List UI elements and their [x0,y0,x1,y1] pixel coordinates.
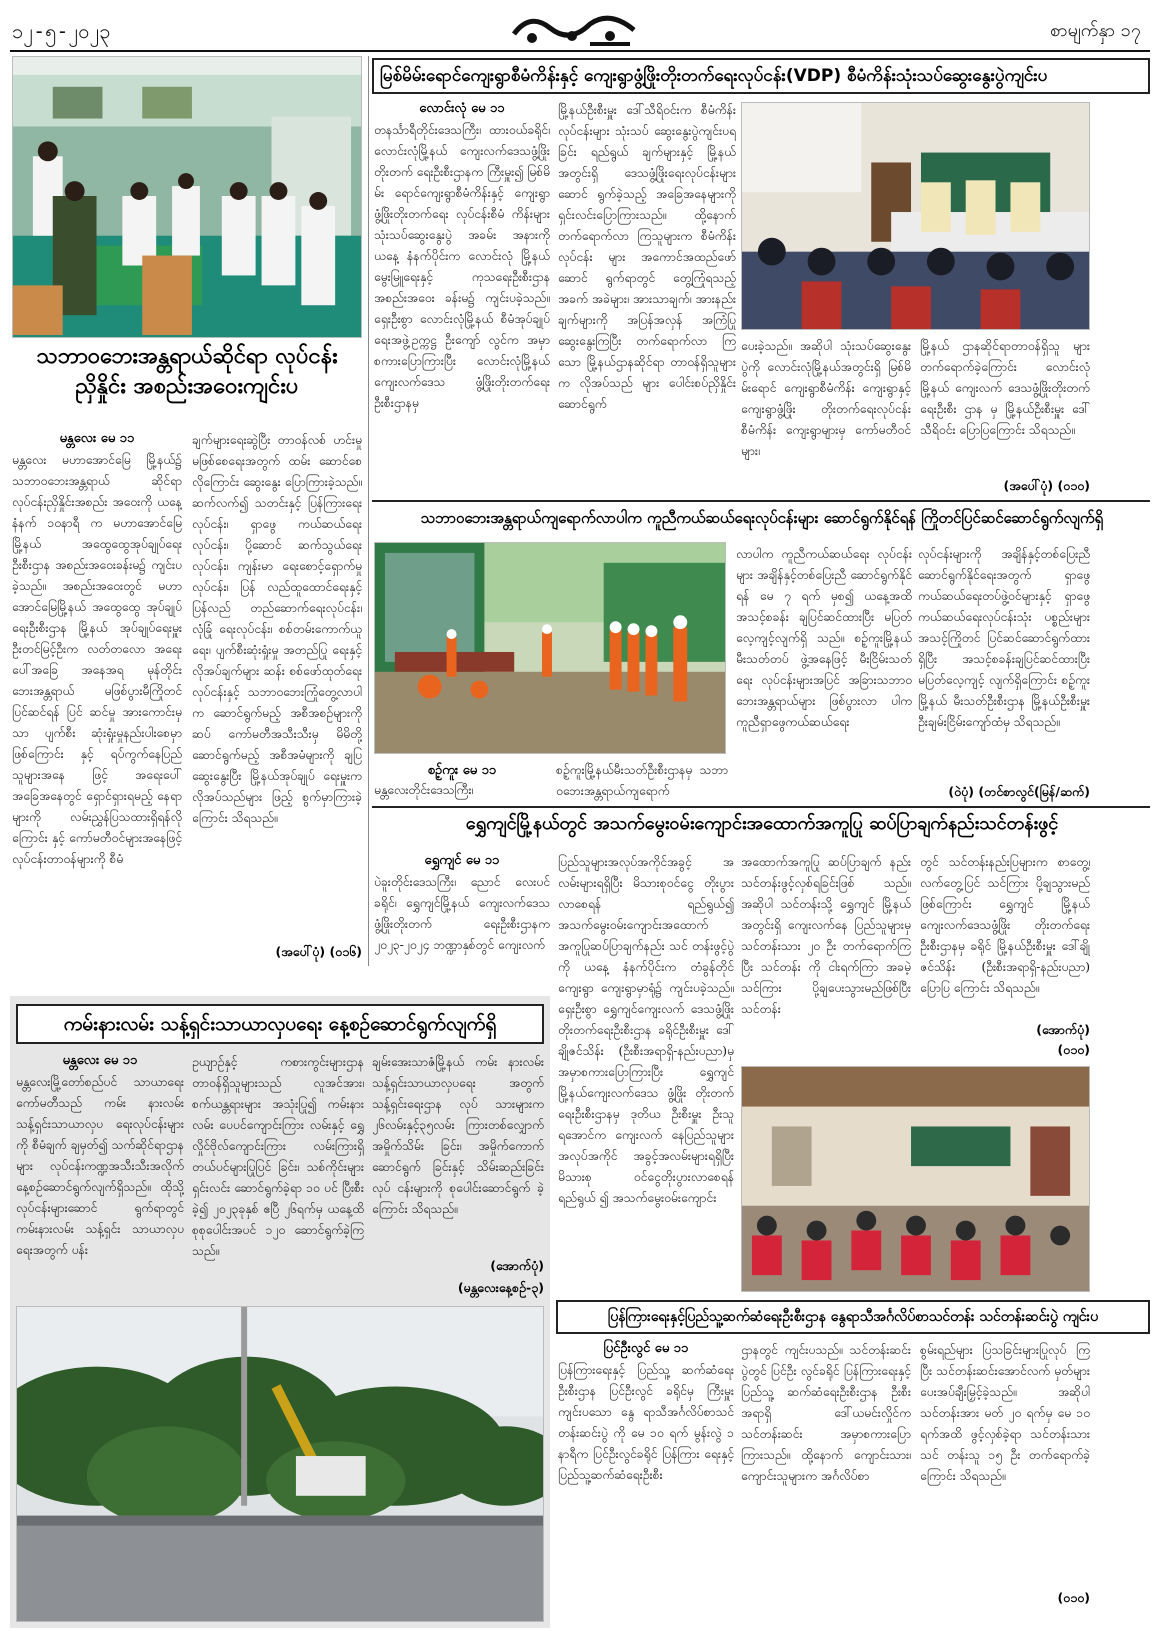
soap-course-col-1: ပဲခူးတိုင်းဒေသကြီး၊ ညောင် လေးပင်ခရိုင်၊ ရွှေကျင်မြို့နယ် ကျေးလက်ဒေသဖွံ့ဖြိုးတိုးတက် ရေးဦးစီးဌာနက ၂၀၂၃-၂၀၂၄ ဘဏ္ဍာနှစ်တွင် ကျေးလက် [374,875,550,952]
strand-road-credit: (မန္တလေးနေ့စဉ်-၃) [457,1280,544,1295]
soap-course-col-2: ပြည်သူများအလုပ်အကိုင်အခွင့် အလမ်းများရရှိပြီး မိသားစုဝင်ငွေ တိုးပွားလာစေရန် ရည်ရွယ်၍ အသက်မွေးဝမ်းကျောင်းအထောက် အကူပြုဆပ်ပြာချက်နည်း သင် တန်းဖွင့်ပွဲကို ယနေ့ နံနက်ပိုင်းက တံခွန်တိုင်ကျေးရွာ ကျေးရွာမှာရုံ၌ ကျင်းပခဲ့သည်။ ရှေးဦးစွာ ရွှေကျင်ကျေးလက် ဒေသဖွံ့ဖြိုးတိုးတက်ရေးဦးစီးဌာန ခရိုင်ဦးစီးမှူး ဒေါ်ချိုဇင်သိန်း (ဦးစီးအရာရှိ-နည်းပညာ)မှ အမှာစကားပြောကြားပြီး ရွှေကျင် မြို့နယ်ကျေးလက်ဒေသ ဖွံ့ဖြိုး တိုးတက်ရေးဦးစီးဌာနမှ ဒုတိယ ဦးစီးမှူး ဦးသူရအောင်က ကျေးလက် နေပြည်သူများ အလုပ်အကိုင် အခွင့်အလမ်းများရရှိပြီး မိသားစု ဝင်ငွေတိုးပွားလာစေရန် ရည်ရွယ် ၍ အသက်မွေးဝမ်းကျောင်း [558,855,734,1205]
rescue-col-2: စဉ့်ကူးမြို့နယ်မီးသတ်ဦးစီးဌာနမှ သဘာဝဘေးအန္တရာယ်ကျရောက် [556,763,728,798]
vdp-headline: မြစ်မိမ်းရောင်ကျေးရွာစီမံကိန်းနှင့် ကျေးရွာဖွံ့ဖြိုးတိုးတက်ရေးလုပ်ငန်း(VDP) စီမံကိန်းသုံးသပ်ဆွေးနွေးပွဲကျင်းပ [372,58,1150,94]
page-number: စာမျက်နှာ ၁၇ [1050,20,1141,41]
nature-meeting-col-1: မန္တလေး မဟာအောင်မြေ မြို့နယ်၌ သဘာဝဘေးအန္တရာယ် ဆိုင်ရာ လုပ်ငန်းညှိနှိုင်းအစည်း အဝေးကို ယနေ့ နံနက် ၁၀နာရီ က မဟာအောင်မြေမြို့နယ် အထွေထွေအုပ်ချုပ်ရေးဦးစီးဌာန အစည်းအဝေးခန်းမ၌ ကျင်းပ ခဲ့သည်။ အစည်းအဝေးတွင် မဟာ အောင်မြေမြို့နယ် အထွေထွေ အုပ်ချုပ်ရေးဦးစီးဌာန မြို့နယ် အုပ်ချုပ်ရေးမှူး ဦးတင်မြင့်ဦးက လတ်တလော အရေးပေါ်အခြေ အနေအရ မုန်တိုင်းဘေးအန္တရာယ် မဖြစ်ပွားမီကြိုတင်ပြင်ဆင်ရန် ပြင် ဆင်မှု အားကောင်းမှသာ ပျက်စီး ဆုံးရှုံးမှုနည်းပါးစေမှာဖြစ်ကြောင်း နှင့် ရပ်ကွက်နေပြည်သူများအနေ ဖြင့် အရေးပေါ်အခြေအနေတွင် ရှောင်ရှားရမည့် နေရာများကို လမ်းညွှန်ပြသထားရှိရန်လိုကြောင်း နှင့် ကော်မတီဝင်များအနေဖြင့် လုပ်ငန်းတာဝန်များကို စီမံ [12,453,182,866]
strand-road-col-3: ချမ်းအေးသာဇံမြို့နယ် ကမ်း နားလမ်းသန့်ရှင်းသာယာလှပရေး အတွက် သန့်ရှင်းရေးဌာန လုပ် သားများက ၂၆လမ်းနှင့်၃၅လမ်း ကြားတစ်လျှောက် အမှိုက်သိမ်း ခြင်း၊ အမှိုက်ကောက်ဆောင်ရွက် ခြင်းနှင့် သိမ်းဆည်းခြင်းလုပ် ငန်းများကို စုပေါင်းဆောင်ရွက် ခဲ့ကြောင်း သိရသည်။ [372,1055,544,1216]
nature-meeting-credit: (အပေါ်ပုံ) (၀၁၆) [275,944,362,959]
soap-course-credit: (၀၁၀) [1057,1042,1090,1057]
soap-course-col-3: အထောက်အကူပြု ဆပ်ပြာချက် နည်း သင်တန်းဖွင့်လှစ်ရခြင်းဖြစ် သည်။ အဆိုပါ သင်တန်းသို့ ရွှေကျင် မြို့နယ်အတွင်းရှိ ကျေးလက်နေ ပြည်သူများမှ သင်တန်းသား ၂၀ ဦး တက်ရောက်ကြပြီး သင်တန်း ကို ငါးရက်ကြာ အခမဲ့သင်ကြား ပို့ချပေးသွားမည်ဖြစ်ပြီး သင်တန်း [741,855,911,1016]
fire-drill-photo [374,542,726,754]
tree-trimming-photo [16,1306,544,1622]
column-divider [368,56,369,966]
english-course-credit: (၀၁၀) [1057,1590,1090,1605]
newspaper-logo [510,10,640,50]
strand-road-photo-credit: (အောက်ပုံ) [490,1258,544,1273]
english-course-col-1: ပြန်ကြားရေးနှင့် ပြည်သူ့ ဆက်ဆံရေးဦးစီးဌာန ပြင်ဦးလွင် ခရိုင်မှ ကြီးမှူးကျင်းပသော နွေ ရာသီအင်္ဂလိပ်စာသင်တန်းဆင်းပွဲ ကို မေ ၁၀ ရက် မွန်းလွဲ ၁ နာရီက ပြင်ဦးလွင်ခရိုင် ပြန်ကြား ရေးနှင့်ပြည်သူ့ဆက်ဆံရေးဦးစီး [558,1363,734,1482]
soap-course-photo-credit: (အောက်ပုံ) [1036,1022,1090,1037]
soap-course-byline: ရွှေကျင် မေ ၁၁ [424,853,500,868]
strand-road-col-2: ဥယျာဉ်နှင့် ကစားကွင်းများဌာန တာဝန်ရှိသူများသည် လူအင်အား၊ စက်ယန္တရားများ အသုံးပြု၍ ကမ်းနားလမ်း ပေပင်ကျောင်းကြား လမ်းနှင့် ရွှေလှိုင်ဗိုလ်ကျောင်းကြား လမ်းကြားရှိ တယ်ပင်များပြုပြင် ခြင်း၊ သစ်ကိုင်းများ ရှင်းလင်း ဆောင်ရွက်ခဲ့ရာ ၁၀ ပင် ပြီးစီး ခဲ့၍ ၂၀၂၃ခုနှစ် ဧပြီ ၂၆ရက်မှ ယနေ့ထိ စုစုပေါင်းအပင် ၁၂၀ ဆောင်ရွက်ခဲ့ကြသည်။ [192,1055,364,1258]
english-course-byline: ပြင်ဦးလွင် မေ ၁၁ [603,1341,689,1356]
section-rule [372,500,1150,502]
vdp-col-1: တနင်္သာရီတိုင်းဒေသကြီး၊ ထားဝယ်ခရိုင်၊ လောင်းလုံမြို့နယ် ကျေးလက်ဒေသဖွံ့ဖြိုးတိုးတက် ရေးဦးစီးဌာနက ကြီးမှူး၍ မြစ်မိမ်း ရောင်ကျေးရွာစီမံကိန်းနှင့် ကျေးရွာ ဖွံ့ဖြိုးတိုးတက်ရေး လုပ်ငန်းစီမံ ကိန်းများ သုံးသပ်ဆွေးနွေးပွဲ အခမ်း အနားကို ယနေ့ နံနက်ပိုင်းက လောင်းလုံ မြို့နယ်မွေးမြူရေးနှင့် ကုသရေးဦးစီးဌာန အစည်းအဝေး ခန်းမ၌ ကျင်းပခဲ့သည်။ ရှေးဦးစွာ လောင်းလုံမြို့နယ် စီမံအုပ်ချုပ်ရေးအဖွဲ့ဥက္ကဋ္ဌ ဦးကျော် လွင်က အမှာစကားပြောကြားပြီး လောင်းလုံမြို့နယ်ကျေးလက်ဒေသ ဖွံ့ဖြိုးတိုးတက်ရေးဦးစီးဌာနမှ [374,123,550,410]
vdp-photo [741,102,1090,330]
english-course-headline: ပြန်ကြားရေးနှင့်ပြည်သူ့ဆက်ဆံရေးဦးစီးဌာန နွေရာသီအင်္ဂလိပ်စာသင်တန်း သင်တန်းဆင်းပွဲ ကျင်းပ [556,1300,1150,1334]
rescue-col-1: မန္တလေးတိုင်းဒေသကြီး၊ [374,783,474,797]
strand-road-byline: မန္တလေး မေ ၁၁ [62,1053,138,1068]
meeting-photo [12,56,362,338]
soap-course-headline: ရွှေကျင်မြို့နယ်တွင် အသက်မွေးဝမ်းကျောင်းအထောက်အကူပြု ဆပ်ပြာချက်နည်းသင်တန်းဖွင့် [465,813,1059,834]
section-rule [372,806,1150,808]
nature-meeting-headline: သဘာဝဘေးအန္တရာယ်ဆိုင်ရာ လုပ်ငန်းညှိနှိုင်း အစည်းအဝေးကျင်းပ [36,344,338,399]
vdp-col-2: မြို့နယ်ဦးစီးမှူး ဒေါ်သီရိဝင်းက စီမံကိန်းလုပ်ငန်းများ သုံးသပ် ဆွေးနွေးပွဲကျင်းပရခြင်း ရည်ရွယ် ချက်များနှင့် မြို့နယ်အတွင်းရှိ ဒေသဖွံ့ဖြိုးရေးလုပ်ငန်းများဆောင် ရွက်ခဲ့သည့် အခြေအနေများကို ရှင်းလင်းပြောကြားသည်။ ထို့နောက် တက်ရောက်လာ ကြသူများက စီမံကိန်းလုပ်ငန်း များ အကောင်အထည်ဖော်ဆောင် ရွက်ရာတွင် တွေ့ကြုံရသည့်အခက် အခဲများ၊ အားသာချက်၊ အားနည်း ချက်များကို အပြန်အလှန် အကြံပြု ဆွေးနွေးကြပြီး တက်ရောက်လာ ကြသော မြို့နယ်ဌာနဆိုင်ရာ တာဝန်ရှိသူများက လိုအပ်သည် များ ပေါင်းစပ်ညှိနှိုင်းဆောင်ရွက် [558,103,736,411]
nature-meeting-byline: မန္တလေး မေ ၁၁ [59,431,135,446]
rescue-credit: (ဝဲပုံ) (တင်စာလွင်(မြန်/ဆက်) [948,784,1090,799]
rescue-headline: သဘာဝဘေးအန္တရာယ်ကျရောက်လာပါက ကူညီကယ်ဆယ်ရေးလုပ်ငန်းများ ဆောင်ရွက်နိုင်ရန် ကြိုတင်ပြင်ဆင်ဆောင်ရွက်လျက်ရှိ [420,509,1104,527]
vdp-col-4: မြို့နယ် ဌာနဆိုင်ရာတာဝန်ရှိသူ များ တက်ရောက်ခဲ့ကြောင်း လောင်းလုံမြို့နယ် ကျေးလက် ဒေသဖွံ့ဖြိုးတိုးတက်ရေးဦးစီး ဌာန မှ မြို့နယ်ဦးစီးမှူး ဒေါ်သီရိဝင်း ပြောပြကြောင်း သိရသည်။ [920,339,1090,437]
strand-road-headline: ကမ်းနားလမ်း သန့်ရှင်းသာယာလှပရေး နေ့စဉ်ဆောင်ရွက်လျက်ရှိ [16,1004,544,1044]
rescue-col-3: လာပါက ကူညီကယ်ဆယ်ရေး လုပ်ငန်းများ အချိန်နှင့်တစ်ပြေးညီ ဆောင်ရွက်နိုင်ရန် မေ ၇ ရက် မှစ၍ ယနေ့အထိ အသင့်စခန်း ချပြင်ဆင်ထားပြီး မပြတ်လေ့ကျင့်လျက်ရှိ သည်။ စဉ့်ကူးမြို့နယ် မီးသတ်တပ် ဖွဲ့အနေဖြင့် မီးငြိမ်းသတ်ရေး လုပ်ငန်းများအပြင် အခြားသဘာဝ ဘေးအန္တရာယ်များ ဖြစ်ပွားလာ ပါက ကူညီရှာဖွေကယ်ဆယ်ရေး [736,547,912,729]
page-header [0,0,1159,52]
header-rule [10,50,1150,52]
vdp-byline: လောင်းလုံ မေ ၁၁ [419,101,505,116]
english-course-col-2: ဌာနတွင် ကျင်းပသည်။ သင်တန်းဆင်းပွဲတွင် ပြင်ဦး လွင်ခရိုင် ပြန်ကြားရေးနှင့်ပြည်သူ့ ဆက်ဆံရေးဦးစီးဌာန ဦးစီးအရာရှိ ဒေါ်ယမင်းလှိုင်က သင်တန်းဆင်း အမှာစကားပြောကြားသည်။ ထို့နောက် ကျောင်းသား၊ ကျောင်းသူများက အင်္ဂလိပ်စာ [741,1343,911,1483]
rescue-col-4: လုပ်ငန်းများကို အချိန်နှင့်တစ်ပြေးညီ ဆောင်ရွက်နိုင်ရေးအတွက် ရှာဖွေ ကယ်ဆယ်ရေးတပ်ဖွဲ့ဝင်များနှင့် ရှာဖွေကယ်ဆယ်ရေးလုပ်ငန်းသုံး ပစ္စည်းများ အသင့်ကြိုတင် ပြင်ဆင်ဆောင်ရွက်ထားရှိပြီး အသင့်စခန်းချပြင်ဆင်ထားပြီး မပြတ်လေ့ကျင့် လျက်ရှိကြောင်း စဉ့်ကူးမြို့နယ် မီးသတ်ဦးစီးဌာန မြို့နယ်ဦးစီးမှူး ဦးချမ်းငြိမ်းကျော်ထံမှ သိရသည်။ [918,547,1090,729]
vdp-credit: (အပေါ်ပုံ) (၀၁၀) [1003,478,1090,493]
nature-meeting-col-2: ချက်များရေးဆွဲပြီး တာဝန်လစ် ဟင်းမှုမဖြစ်စေရေးအတွက် ထမ်း ဆောင်စေလိုကြောင်း ဆွေးနွေး ပြောကြားခဲ့သည်။ ဆက်လက်၍ သတင်းနှင့် ပြန်ကြားရေးလုပ်ငန်း၊ ရှာဖွေ ကယ်ဆယ်ရေးလုပ်ငန်း၊ ပို့ဆောင် ဆက်သွယ်ရေးလုပ်ငန်း၊ ကျန်းမာ ရေးစောင့်ရှောက်မှုလုပ်ငန်း၊ ပြန် လည်ထူထောင်ရေးနှင့် ပြန်လည် တည်ဆောက်ရေးလုပ်ငန်း၊ လုံခြုံ ရေးလုပ်ငန်း၊ စစ်တမ်းကောက်ယူ ရေး၊ ပျက်စီးဆုံးရှုံးမှု အတည်ပြု ရေးနှင့် လိုအပ်ချက်များ ဆန်း စစ်ဖော်ထုတ်ရေးလုပ်ငန်းနှင့် သဘာဝဘေးကြုံတွေ့လာပါက ဆောင်ရွက်မည့် အစီအစဉ်များကို ဆပ် ကော်မတီအသီးသီးမှ မိမိတို့ ဆောင်ရွက်မည့် အစီအမံများကို ချပြဆွေးနွေးပြီး မြို့နယ်အုပ်ချုပ် ရေးမှူးက လိုအပ်သည်များ ဖြည့် စွက်မှာကြားခဲ့ကြောင်း သိရသည်။ [192,433,362,825]
issue-date: ၁၂-၅-၂၀၂၃ [12,19,111,43]
soap-course-photo [741,1066,1090,1292]
soap-course-col-4: တွင် သင်တန်းနည်းပြများက စာတွေ့၊ လက်တွေ့ပြင် သင်ကြား ပို့ချသွားမည်ဖြစ်ကြောင်း ရွှေကျင် မြို့နယ် ကျေးလက်ဒေသဖွံ့ဖြိုး တိုးတက်ရေးဦးစီးဌာနမှ ခရိုင် မြို့နယ်ဦးစီးမှူး ဒေါ်ချိုဇင်သိန်း (ဦးစီးအရာရှိ-နည်းပညာ) ပြောပြ ကြောင်း သိရသည်။ [920,855,1090,995]
rescue-byline: စဉ့်ကူး မေ ၁၁ [427,763,497,778]
vdp-col-3: ပေးခဲ့သည်။ အဆိုပါ သုံးသပ်ဆွေးနွေး ပွဲကို လောင်းလုံမြို့နယ်အတွင်းရှိ မြစ်မိမ်းရောင် ကျေးရွာစီမံကိန်း ကျေးရွာနှင့် ကျေးရွာဖွံ့ဖြိုး တိုးတက်ရေးလုပ်ငန်းစီမံကိန်း ကျေးရွာများမှ ကော်မတီဝင်များ၊ [741,339,911,458]
strand-road-col-1: မန္တလေးမြို့တော်စည်ပင် သာယာရေးကော်မတီသည် ကမ်း နားလမ်း သန့်ရှင်းသာယာလှပ ရေးလုပ်ငန်းများကို စီမံချက် ချမှတ်၍ သက်ဆိုင်ရာဌာနများ လုပ်ငန်းကဏ္ဍအသီးသီးအလိုက် နေ့စဉ်ဆောင်ရွက်လျက်ရှိသည်။ ထိုသို့လုပ်ငန်းများဆောင် ရွက်ရာတွင် ကမ်းနားလမ်း သန့်ရှင်း သာယာလှပရေးအတွက် ပန်း [16,1075,184,1257]
english-course-col-3: စွမ်းရည်များ ပြသခြင်းများပြုလုပ် ကြပြီး သင်တန်းဆင်းအောင်လက် မှတ်များပေးအပ်ချီးမြှင့်ခဲ့သည်။ အဆိုပါသင်တန်းအား မတ် ၂၀ ရက်မှ မေ ၁၀ ရက်အထိ ဖွင့်လှစ်ခဲ့ရာ သင်တန်းသား သင် တန်းသူ ၁၅ ဦး တက်ရောက်ခဲ့ ကြောင်း သိရသည်။ [920,1343,1090,1483]
